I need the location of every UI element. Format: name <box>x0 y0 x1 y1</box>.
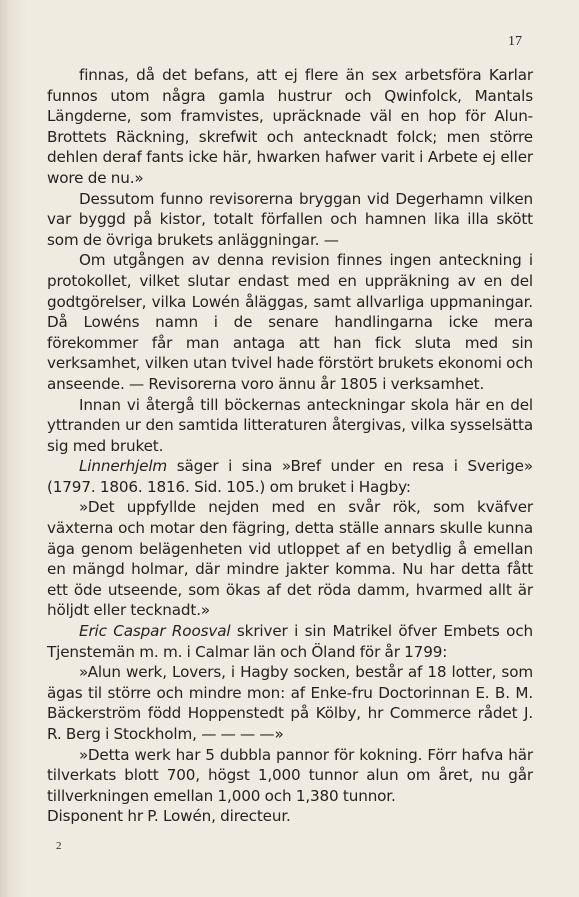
paragraph <box>47 65 533 189</box>
quote-paragraph <box>47 662 533 744</box>
paragraph <box>47 806 533 827</box>
paragraph <box>47 250 533 394</box>
author-name: Eric Caspar Roosval <box>79 622 231 641</box>
quote-paragraph <box>47 745 533 807</box>
author-name: Linnerhjelm <box>79 457 168 476</box>
paragraph-text: finnas, då det befans, att ej flere än sex arbetsföra Karlar funnos utom några gamla hustrur och Qwinfolck, Mantals Längderne, som framvistes, upräcknade väl en hop för Alun-Brottets Räckning, skrefwit och antecknadt folck; men större dehlen deraf fants icke här, hwarken hafwer varit i Arbete ej eller wore de nu.» <box>47 66 533 187</box>
paragraph-text: skriver i sin Matrikel öfver Embets och Tjenstemän m. m. i Calmar län och Öland för år 1799: <box>47 622 533 661</box>
quote-paragraph <box>47 497 533 621</box>
paragraph-text: säger i sina »Bref under en resa i Sverige» (1797. 1806. 1816. Sid. 105.) om bruket i Hagby: <box>47 457 533 496</box>
body-text <box>47 65 533 827</box>
paragraph-text: »Det uppfyllde nejden med en svår rök, som kväfver växterna och motar den fägring, detta ställe annars skulle kunna äga genom belägenheten vid utloppet af en betydlig å emellan en mängd holmar, där mindre jakter komma. Nu har detta fått ett öde utseende, som ökas af det röda damm, hvarmed allt är höljdt eller tecknadt.» <box>47 498 533 620</box>
paragraph-text: Innan vi återgå till böckernas anteckningar skola här en del yttranden ur den samtida litteraturen återgivas, vilka sysselsätta sig med bruket. <box>47 395 533 455</box>
paragraph-text: Om utgången av denna revision finnes ingen anteckning i protokollet, vilket slutar endast med en uppräkning av en del godtgörelser, vilka Lowén åläggas, samt allvarliga uppmaningar. Då Lowéns namn i de senare handlingarna icke mera förekommer får man antaga att han fick sluta med sin verksamhet, vilken utan tvivel hade förstört brukets ekonomi och anseende. — Revisorerna voro ännu år 1805 i verksamhet. <box>47 251 533 393</box>
paragraph-text: »Detta werk har 5 dubbla pannor för kokning. Förr hafva här tilverkats blott 700, högst 1,000 tunnor alun om året, nu går tillverkningen emellan 1,000 och 1,380 tunnor. <box>47 745 533 805</box>
paragraph-text: Dessutom funno revisorerna bryggan vid Degerhamn vilken var byggd på kistor, totalt förfallen och hamnen lika illa skött som de övriga brukets anläggningar. — <box>47 189 533 249</box>
page-number: 17 <box>508 34 522 49</box>
paragraph-text: Disponent hr P. Lowén, directeur. <box>47 807 291 826</box>
paragraph <box>47 189 533 251</box>
paragraph <box>47 395 533 457</box>
paragraph <box>47 456 533 497</box>
paragraph <box>47 621 533 662</box>
signature-mark: 2 <box>56 840 62 852</box>
paragraph-text: »Alun werk, Lovers, i Hagby socken, består af 18 lotter, som ägas til större och mindre mon: af Enke-fru Doctorinnan E. B. M. Bäckerström född Hoppenstedt på Kölby, hr Commerce rådet J. R. Berg i Stockholm, — — — —» <box>47 663 533 743</box>
